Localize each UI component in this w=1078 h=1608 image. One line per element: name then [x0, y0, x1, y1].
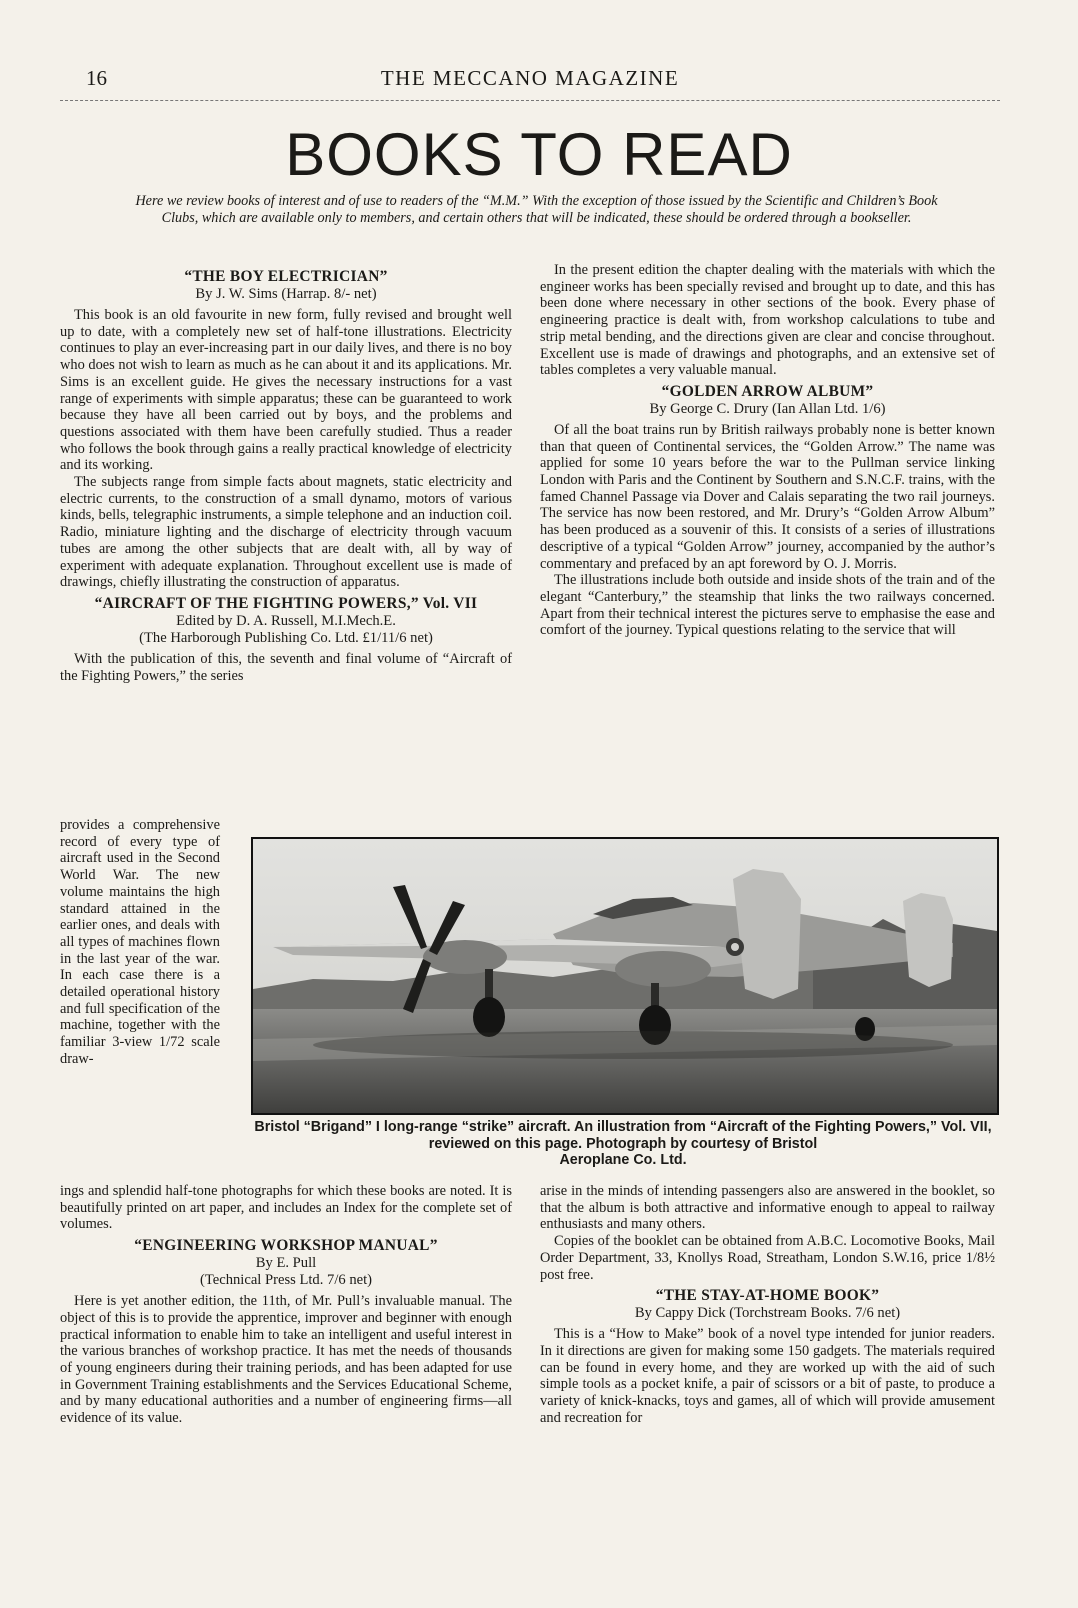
wrapped-text-beside-photo	[60, 817, 220, 1068]
review-paragraph: In the present edition the chapter dealing with the materials with which the engineer works has been specially revised and brought up to date, and this has been done where necessary in other sections of the book. Every phase of engineering practice is dealt with, from workshop calculations to tube and strip metal bending, and the directions given are clear and concise throughout. Excellent use is made of drawings and photographs, and an extensive set of tables completes a very valuable manual.	[540, 262, 995, 379]
review-title-golden-arrow: “GOLDEN ARROW ALBUM”	[661, 382, 874, 400]
review-paragraph: With the publication of this, the seventh and final volume of “Aircraft of the Fighting Powers,” the series	[60, 650, 512, 684]
page-number: 16	[86, 66, 107, 90]
right-column-bottom	[540, 1183, 995, 1426]
review-byline: By Cappy Dick (Torchstream Books. 7/6 net)	[634, 1305, 901, 1322]
review-paragraph: This book is an old favourite in new form, fully revised and brought well up to date, with a completely new set of half-tone illustrations. Electricity continues to play an ever-increasing part in our daily lives, and there is no boy who does not wish to learn as much as he can about it and its applications. Mr. Sims is an excellent guide. He gives the necessary instructions for a vast range of experiments with simple apparatus; these can be guaranteed to work because they have all been carried out by boys, and the problems and questions associated with them have been carefully studied. Thus a reader who follows the book through gains a really practical knowledge of electricity and its working.	[60, 307, 512, 474]
review-title-stay-at-home: “THE STAY-AT-HOME BOOK”	[655, 1287, 880, 1305]
bristol-brigand-image	[253, 839, 997, 1113]
review-author: By E. Pull	[255, 1255, 317, 1272]
left-column	[60, 268, 512, 684]
caption-line: Bristol “Brigand” I long-range “strike” aircraft. An illustration from “Aircraft of the Fighting Powers,” Vol. VII, reviewed on this page. Photograph by courtesy of Bristol	[254, 1119, 992, 1152]
review-editor: Edited by D. A. Russell, M.I.Mech.E.	[176, 612, 396, 629]
caption-credit: Aeroplane Co. Ltd.	[559, 1152, 687, 1169]
review-publisher: (The Harborough Publishing Co. Ltd. £1/11/6 net)	[139, 629, 433, 646]
header-rule	[60, 100, 1000, 101]
review-paragraph: Copies of the booklet can be obtained from A.B.C. Locomotive Books, Mail Order Department, 33, Knollys Road, Streatham, London S.W.16, price 1/8½ post free.	[540, 1233, 995, 1283]
review-paragraph: The subjects range from simple facts about magnets, static electricity and electric currents, to the construction of a small dynamo, motors of various kinds, bells, telegraphic instruments, a simple telephone and an induction coil. Radio, miniature lighting and the discharge of electricity through vacuum tubes are among the other subjects that are dealt with, all by way of experiment with adequate explanation. Throughout excellent use is made of drawings, chiefly illustrating the construction of apparatus.	[60, 474, 512, 591]
review-paragraph: The illustrations include both outside and inside shots of the train and of the elegant “Canterbury,” the steamship that links the two railways concerned. Apart from their technical interest the pictures serve to emphasise the ease and comfort of the journey. Typical questions relating to the service that will	[540, 572, 995, 639]
review-paragraph: Here is yet another edition, the 11th, of Mr. Pull’s invaluable manual. The object of this is to provide the apprentice, improver and beginner with enough practical information to enable him to take an intelligent and useful interest in the various branches of workshop practice. It has met the needs of thousands of young engineers during their training periods, and has been adapted for use in Government Training establishments and the Services Educational Scheme, and by many educational authorities and a number of engineering firms—all evidence of its value.	[60, 1293, 512, 1427]
left-column-bottom	[60, 1183, 512, 1427]
photo-caption	[251, 1119, 995, 1169]
review-byline: By J. W. Sims (Harrap. 8/- net)	[195, 286, 377, 302]
review-title-engineering: “ENGINEERING WORKSHOP MANUAL”	[134, 1237, 438, 1255]
review-title-boy-electrician: “THE BOY ELECTRICIAN”	[184, 268, 388, 285]
review-paragraph: Of all the boat trains run by British railways probably none is better known than that queen of Continental services, the “Golden Arrow.” The name was applied for some 10 years before the war to the Pullman service linking London with Paris and the Continent by Southern and S.N.C.F. trains, with the famed Channel Passage via Dover and Calais separating the two rail journeys. The service has now been restored, and Mr. Drury’s “Golden Arrow Album” has been produced as a souvenir of this. It consists of a series of illustrations descriptive of a typical “Golden Arrow” journey, accompanied by the author’s commentary and prefaced by an apt foreword by O. J. Morris.	[540, 421, 995, 572]
review-paragraph: ings and splendid half-tone photographs for which these books are noted. It is beautifully printed on art paper, and includes an Index for the complete set of volumes.	[60, 1183, 512, 1233]
review-title-aircraft: “AIRCRAFT OF THE FIGHTING POWERS,” Vol. VII	[94, 594, 478, 612]
intro-text: Here we review books of interest and of use to readers of the “M.M.” With the exception of those issued by the Scientific and Children’s Book Clubs, which are available only to members, and certain others that will be indicated, these should be ordered through a bookseller.	[135, 193, 938, 226]
running-header	[60, 64, 1000, 94]
review-byline: By George C. Drury (Ian Allan Ltd. 1/6)	[649, 400, 886, 417]
review-paragraph: arise in the minds of intending passengers also are answered in the booklet, so that the album is both attractive and informative enough to appeal to railway enthusiasts and many others.	[540, 1183, 995, 1233]
review-paragraph: This is a “How to Make” book of a novel type intended for junior readers. In it directions are given for making some 150 gadgets. The materials required can be found in every home, and they are worked up with the aid of such simple tools as a pocket knife, a pair of scissors or a bit of paste, to produce a variety of knick-knacks, toys and games, all of which will provide amusement and recreation for	[540, 1326, 995, 1426]
right-column	[540, 262, 995, 639]
review-publisher: (Technical Press Ltd. 7/6 net)	[199, 1272, 373, 1289]
magazine-title: THE MECCANO MAGAZINE	[380, 66, 680, 90]
review-paragraph: provides a comprehensive record of every type of aircraft used in the Second World War. The new volume maintains the high standard attained in the earlier ones, and deals with all types of machines flown in the last year of the war. In each case there is a detailed operational history and full specification of the machine, together with the familiar 3-view 1/72 scale draw-	[60, 817, 220, 1067]
page-title: BOOKS TO READ	[285, 121, 793, 188]
aircraft-photo	[251, 837, 999, 1115]
